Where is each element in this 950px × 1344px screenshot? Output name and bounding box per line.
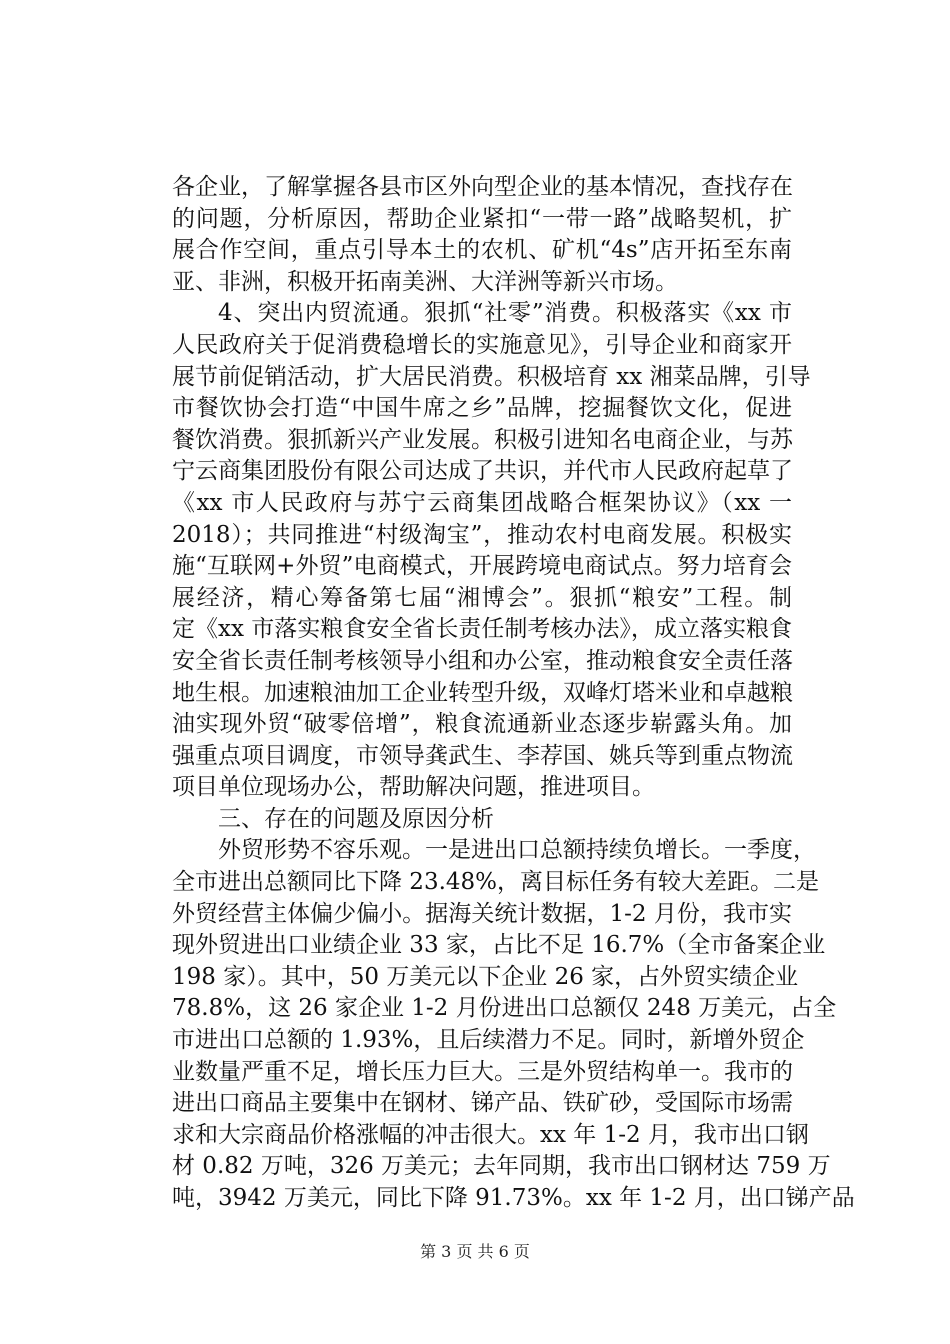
text-line: 施“互联网+外贸”电商模式，开展跨境电商试点。努力培育会 bbox=[172, 553, 792, 580]
text-line: 亚、非洲，积极开拓南美洲、大洋洲等新兴市场。 bbox=[172, 268, 678, 295]
text-line: 业数量严重不足，增长压力巨大。三是外贸结构单一。我市的 bbox=[172, 1058, 793, 1085]
text-line: 进出口商品主要集中在钢材、锑产品、铁矿砂，受国际市场需 bbox=[172, 1090, 793, 1117]
text-line: 展经济，精心筹备第七届“湘博会”。狠抓“粮安”工程。制 bbox=[172, 584, 792, 611]
text-line: 的问题，分析原因，帮助企业紧扣“一带一路”战略契机，扩 bbox=[172, 205, 792, 232]
text-line: 安全省长责任制考核领导小组和办公室，推动粮食安全责任落 bbox=[172, 647, 793, 674]
text-line: 各企业，了解掌握各县市区外向型企业的基本情况，查找存在 bbox=[172, 174, 793, 200]
text-line: 78.8%，这 26 家企业 1-2 月份进出口总额仅 248 万美元，占全 bbox=[172, 995, 837, 1022]
text-line: 展合作空间，重点引导本土的农机、矿机“4s”店开拓至东南 bbox=[172, 237, 792, 264]
text-line: 人民政府关于促消费稳增长的实施意见》，引导企业和商家开 bbox=[172, 331, 792, 358]
text-line: 油实现外贸“破零倍增”，粮食流通新业态逐步崭露头角。加 bbox=[172, 711, 792, 738]
text-line: 市进出口总额的 1.93%，且后续潜力不足。同时，新增外贸企 bbox=[172, 1027, 805, 1054]
text-line: 宁云商集团股份有限公司达成了共识，并代市人民政府起草了 bbox=[172, 458, 793, 485]
text-line: 定《xx 市落实粮食安全省长责任制考核办法》，成立落实粮食 bbox=[172, 616, 792, 643]
text-line: 求和大宗商品价格涨幅的冲击很大。xx 年 1-2 月，我市出口钢 bbox=[172, 1121, 809, 1148]
text-line: 市餐饮协会打造“中国牛席之乡”品牌，挖掘餐饮文化，促进 bbox=[172, 395, 792, 422]
text-line: 项目单位现场办公，帮助解决问题，推进项目。 bbox=[172, 774, 655, 801]
text-line: 外贸经营主体偏少偏小。据海关统计数据，1-2 月份，我市实 bbox=[172, 900, 792, 927]
text-line: 吨，3942 万美元，同比下降 91.73%。xx 年 1-2 月，出口锑产品 bbox=[172, 1185, 855, 1211]
text-line: 展节前促销活动，扩大居民消费。积极培育 xx 湘菜品牌，引导 bbox=[172, 363, 811, 390]
text-line: 外贸形势不容乐观。一是进出口总额持续负增长。一季度， bbox=[218, 837, 816, 864]
text-line: 地生根。加速粮油加工企业转型升级，双峰灯塔米业和卓越粮 bbox=[172, 679, 793, 706]
document-body bbox=[172, 172, 855, 1215]
section-3-heading: 三、存在的问题及原因分析 bbox=[218, 805, 494, 832]
page-number-footer: 第 3 页 共 6 页 bbox=[420, 1242, 530, 1261]
text-line: 餐饮消费。狠抓新兴产业发展。积极引进知名电商企业，与苏 bbox=[172, 426, 793, 453]
section-4-heading-line: 4、突出内贸流通。狠抓“社零”消费。积极落实《xx 市 bbox=[218, 300, 792, 327]
text-line: 2018）；共同推进“村级淘宝”，推动农村电商发展。积极实 bbox=[172, 521, 792, 548]
text-line: 材 0.82 万吨，326 万美元；去年同期，我市出口钢材达 759 万 bbox=[172, 1153, 831, 1180]
text-line: 《xx 市人民政府与苏宁云商集团战略合框架协议》（xx 一 bbox=[172, 489, 792, 516]
text-line: 全市进出总额同比下降 23.48%，离目标任务有较大差距。二是 bbox=[172, 869, 820, 896]
text-line: 现外贸进出口业绩企业 33 家，占比不足 16.7%（全市备案企业 bbox=[172, 932, 826, 959]
text-line: 198 家）。其中，50 万美元以下企业 26 家，占外贸实绩企业 bbox=[172, 963, 799, 990]
text-line: 强重点项目调度，市领导龚武生、李荐国、姚兵等到重点物流 bbox=[172, 742, 793, 769]
